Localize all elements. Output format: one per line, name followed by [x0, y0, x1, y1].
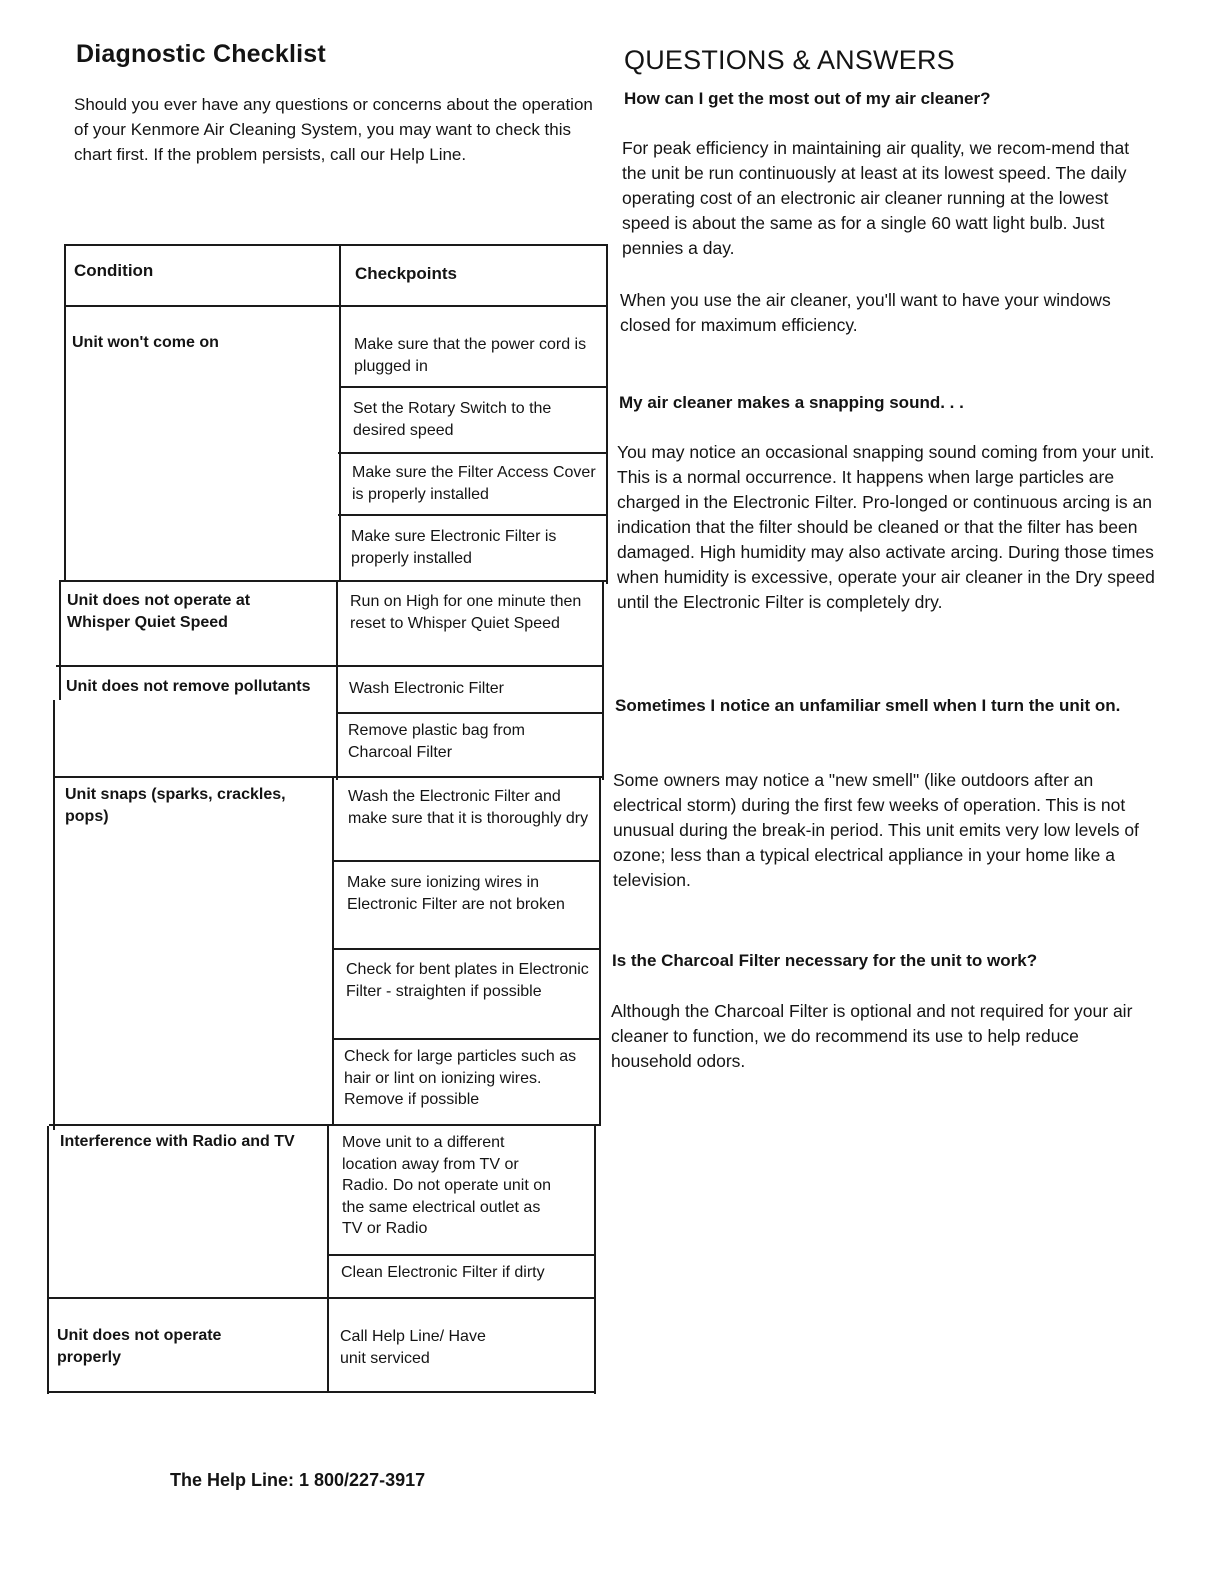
- qa-answer: When you use the air cleaner, you'll want to have your windows closed for maximum efficiency.: [620, 290, 1111, 335]
- qa-question: Sometimes I notice an unfamiliar smell when I turn the unit on.: [615, 696, 1121, 715]
- condition-cell: Unit won't come on: [72, 334, 219, 351]
- checkpoint-cell: Wash Electronic Filter: [349, 680, 504, 697]
- row-separator: [56, 665, 603, 667]
- header-checkpoints: Checkpoints: [355, 264, 458, 283]
- column-divider: [336, 580, 338, 780]
- checkpoint-cell: Clean Electronic Filter if dirty: [341, 1264, 545, 1281]
- table-border-left: [64, 244, 66, 580]
- condition-cell: Unit does not operate properly: [57, 1327, 222, 1366]
- checkpoint-separator: [336, 712, 602, 714]
- row-separator: [47, 1297, 596, 1299]
- condition-cell: Unit does not operate at Whisper Quiet Speed: [67, 592, 251, 631]
- checklist-title: Diagnostic Checklist: [76, 40, 326, 68]
- row-separator: [53, 776, 602, 778]
- table-border-top: [64, 244, 608, 246]
- qa-answer: Although the Charcoal Filter is optional and not required for your air cleaner to function, we do recommend its use to help reduce household odors.: [611, 1001, 1133, 1071]
- table-border-right: [602, 580, 604, 780]
- row-separator: [49, 1124, 600, 1126]
- column-divider: [327, 1124, 329, 1392]
- table-border-left: [59, 580, 61, 700]
- column-divider: [332, 776, 334, 1126]
- checkpoint-cell: Remove plastic bag from Charcoal Filter: [348, 722, 525, 761]
- checkpoint-cell: Run on High for one minute then reset to Whisper Quiet Speed: [350, 593, 582, 632]
- checkpoint-separator: [338, 514, 606, 516]
- row-separator: [59, 580, 606, 582]
- condition-cell: Unit snaps (sparks, crackles, pops): [65, 786, 286, 825]
- checkpoint-cell: Make sure the Filter Access Cover is properly installed: [352, 464, 596, 503]
- qa-answer: You may notice an occasional snapping sound coming from your unit. This is a normal occurrence. It happens when large particles are charged in the Electronic Filter. Pro-longed or continuous arcing is an indication that the filter should be cleaned or that the filter has been damaged. High humidity may also activate arcing. During those times when humidity is excessive, operate your air cleaner in the Dry speed until the Electronic Filter is completely dry.: [617, 442, 1155, 612]
- checkpoint-separator: [328, 1254, 595, 1256]
- checkpoint-cell: Make sure that the power cord is plugged in: [354, 336, 587, 375]
- checkpoint-separator: [332, 1038, 600, 1040]
- table-border-right: [594, 1124, 596, 1394]
- checkpoint-cell: Wash the Electronic Filter and make sure that it is thoroughly dry: [348, 788, 589, 827]
- column-divider: [339, 246, 341, 582]
- header-separator: [64, 305, 608, 307]
- qa-question: Is the Charcoal Filter necessary for the unit to work?: [612, 951, 1038, 970]
- table-border-bottom: [47, 1391, 596, 1393]
- table-border-right: [606, 244, 608, 584]
- table-border-right: [599, 776, 601, 1126]
- qa-title: QUESTIONS & ANSWERS: [624, 45, 955, 75]
- checkpoint-cell: Make sure ionizing wires in Electronic Filter are not broken: [347, 874, 565, 913]
- checkpoint-separator: [333, 860, 600, 862]
- table-border-left: [53, 700, 55, 1130]
- checkpoint-separator: [339, 386, 606, 388]
- checkpoint-cell: Call Help Line/ Have unit serviced: [340, 1328, 486, 1367]
- checkpoint-separator: [338, 452, 606, 454]
- checkpoint-cell: Check for bent plates in Electronic Filter - straighten if possible: [346, 961, 589, 1000]
- checkpoint-cell: Check for large particles such as hair or lint on ionizing wires. Remove if possible: [344, 1048, 577, 1108]
- table-border-left: [47, 1126, 49, 1394]
- helpline-text: The Help Line: 1 800/227-3917: [170, 1470, 426, 1490]
- checkpoint-cell: Set the Rotary Switch to the desired speed: [353, 400, 552, 439]
- qa-question: How can I get the most out of my air cleaner?: [624, 89, 991, 108]
- checkpoint-separator: [333, 948, 600, 950]
- condition-cell: Unit does not remove pollutants: [66, 678, 311, 695]
- checkpoint-cell: Move unit to a different location away from TV or Radio. Do not operate unit on the same electrical outlet as TV or Radio: [342, 1134, 552, 1237]
- qa-answer: Some owners may notice a "new smell" (like outdoors after an electrical storm) during the first few weeks of operation. This is not unusual during the break-in period. This unit emits very low levels of ozone; less than a typical electrical appliance in your home like a television.: [613, 770, 1139, 890]
- condition-cell: Interference with Radio and TV: [60, 1133, 295, 1150]
- qa-answer: For peak efficiency in maintaining air quality, we recom-mend that the unit be run continuously at least at its lowest speed. The daily operating cost of an electronic air cleaner running at the lowest speed is about the same as for a single 60 watt light bulb. Just pennies a day.: [622, 138, 1130, 258]
- checklist-intro: Should you ever have any questions or concerns about the operation of your Kenmore Air Cleaning System, you may want to check this chart first. If the problem persists, call our Help Line.: [74, 95, 593, 164]
- qa-question: My air cleaner makes a snapping sound. . .: [619, 393, 964, 412]
- header-condition: Condition: [74, 261, 154, 280]
- checkpoint-cell: Make sure Electronic Filter is properly installed: [351, 528, 557, 567]
